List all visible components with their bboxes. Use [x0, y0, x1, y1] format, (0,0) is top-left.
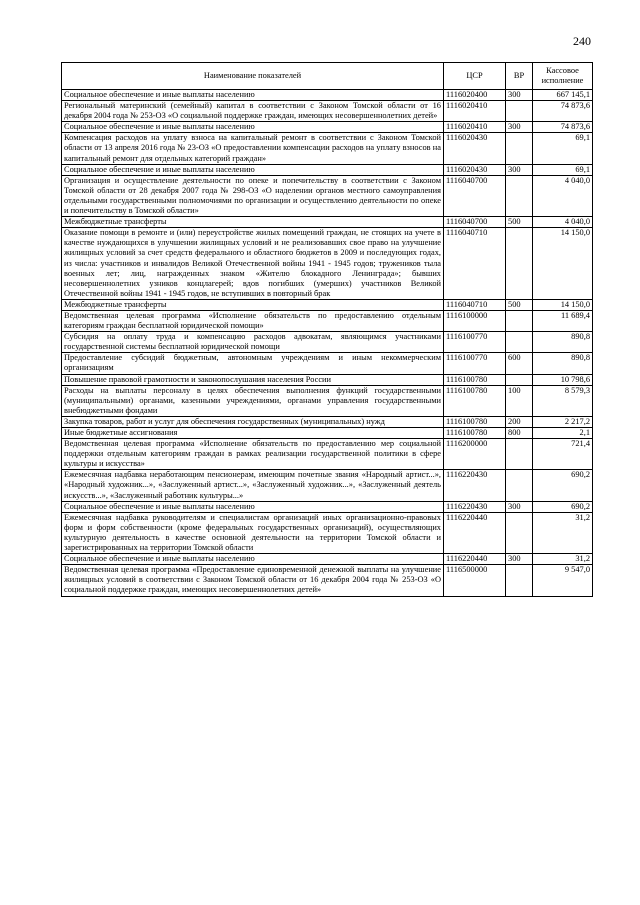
row-name: Ведомственная целевая программа «Исполнение обязательств по предоставлению отдельным категориям граждан бесплатной юридической помощи» [62, 310, 444, 331]
table-row [62, 428, 593, 439]
column-header-csr: ЦСР [444, 63, 506, 90]
row-sum: 890,8 [533, 332, 593, 353]
table-row [62, 501, 593, 512]
row-name: Иные бюджетные ассигнования [62, 428, 444, 439]
row-csr: 1116040700 [444, 175, 506, 216]
row-sum: 721,4 [533, 439, 593, 470]
row-vr [506, 310, 533, 331]
row-sum: 69,1 [533, 164, 593, 175]
row-csr: 1116220440 [444, 554, 506, 565]
row-csr: 1116020430 [444, 133, 506, 164]
table-row [62, 470, 593, 501]
row-csr: 1116100780 [444, 416, 506, 427]
row-vr: 800 [506, 428, 533, 439]
row-sum: 667 145,1 [533, 90, 593, 101]
row-vr [506, 374, 533, 385]
table-row [62, 332, 593, 353]
row-vr [506, 332, 533, 353]
table-row [62, 217, 593, 228]
row-name: Ведомственная целевая программа «Исполнение обязательств по предоставлению мер социальной поддержки отдельным категориям граждан в рамках реализации государственной политики в сфере культуры и искусства» [62, 439, 444, 470]
table-row [62, 512, 593, 553]
row-sum: 690,2 [533, 470, 593, 501]
table-row [62, 416, 593, 427]
table-row [62, 310, 593, 331]
row-name: Социальное обеспечение и иные выплаты населению [62, 122, 444, 133]
row-name: Ведомственная целевая программа «Предоставление единовременной денежной выплаты на улучшение жилищных условий в соответствии с Законом Томской области от 16 декабря 2004 года № 253-ОЗ «О социальной поддержке граждан, имеющих несовершеннолетних детей» [62, 565, 444, 596]
row-csr: 1116020430 [444, 164, 506, 175]
row-name: Региональный материнский (семейный) капитал в соответствии с Законом Томской области от 16 декабря 2004 года № 253-ОЗ «О социальной поддержке граждан, имеющих несовершеннолетних детей» [62, 101, 444, 122]
row-sum: 11 689,4 [533, 310, 593, 331]
row-sum: 10 798,6 [533, 374, 593, 385]
row-csr: 1116220440 [444, 512, 506, 553]
row-sum: 9 547,0 [533, 565, 593, 596]
row-csr: 1116040710 [444, 299, 506, 310]
row-csr: 1116500000 [444, 565, 506, 596]
table-row [62, 175, 593, 216]
row-name: Организация и осуществление деятельности по опеке и попечительству в соответствии с Законом Томской области от 28 декабря 2007 года № 298-ОЗ «О наделении органов местного самоуправления отдельными государственными полномочиями по организации и осуществлению деятельности по опеке и попечительству в Томской области» [62, 175, 444, 216]
row-vr: 300 [506, 164, 533, 175]
row-name: Субсидия на оплату труда и компенсацию расходов адвокатам, являющимся участниками государственной системы бесплатной юридической помощи [62, 332, 444, 353]
table-row [62, 228, 593, 300]
row-sum: 31,2 [533, 512, 593, 553]
row-vr: 500 [506, 217, 533, 228]
budget-table [61, 62, 593, 597]
row-name: Расходы на выплаты персоналу в целях обеспечения выполнения функций государственными (муниципальными) органами, казенными учреждениями, органами управления государственными внебюджетными фондами [62, 385, 444, 416]
row-name: Ежемесячная надбавка руководителям и специалистам организаций иных организационно-правовых форм и форм собственности (кроме федеральных государственных организаций), осуществляющих культурную деятельность в качестве основной деятельности на территории Томской области и зарегистрированных на территории Томской области [62, 512, 444, 553]
row-vr: 200 [506, 416, 533, 427]
table-row [62, 90, 593, 101]
row-name: Социальное обеспечение и иные выплаты населению [62, 554, 444, 565]
row-csr: 1116100770 [444, 332, 506, 353]
row-name: Оказание помощи в ремонте и (или) переустройстве жилых помещений граждан, не стоящих на учете в качестве нуждающихся в улучшении жилищных условий и не реализовавших свое право на улучшение жилищных условий за счет средств федерального и областного бюджетов в 2009 и последующих годах, из числа: участников и инвалидов Великой Отечественной войны 1941 - 1945 годов; тружеников тыла военных лет; лиц, награжденных знаком «Жителю блокадного Ленинграда»; бывших несовершеннолетних узников концлагерей; вдов погибших (умерших) участников Великой Отечественной войны 1941 - 1945 годов, не вступивших в повторный брак [62, 228, 444, 300]
row-csr: 1116200000 [444, 439, 506, 470]
row-csr: 1116020410 [444, 122, 506, 133]
table-header-row [62, 63, 593, 90]
table-row [62, 164, 593, 175]
row-csr: 1116040700 [444, 217, 506, 228]
row-vr: 100 [506, 385, 533, 416]
column-header-vr: ВР [506, 63, 533, 90]
table-row [62, 565, 593, 596]
row-vr [506, 133, 533, 164]
column-header-name: Наименование показателей [62, 63, 444, 90]
row-sum: 74 873,6 [533, 101, 593, 122]
row-csr: 1116100780 [444, 374, 506, 385]
table-row [62, 554, 593, 565]
row-name: Компенсация расходов на уплату взноса на капитальный ремонт в соответствии с Законом Томской области от 13 апреля 2016 года № 23-ОЗ «О предоставлении компенсации расходов на уплату взносов на капитальный ремонт для отдельных категорий граждан» [62, 133, 444, 164]
row-name: Ежемесячная надбавка неработающим пенсионерам, имеющим почетные звания «Народный артист...», «Народный художник...», «Заслуженный артист...», «Заслуженный художник...», «Заслуженный деятель искусств...», «Заслуженный работник культуры...» [62, 470, 444, 501]
row-csr: 1116100000 [444, 310, 506, 331]
row-sum: 2 217,2 [533, 416, 593, 427]
row-vr: 600 [506, 353, 533, 374]
row-sum: 2,1 [533, 428, 593, 439]
table-row [62, 353, 593, 374]
row-name: Социальное обеспечение и иные выплаты населению [62, 90, 444, 101]
row-name: Предоставление субсидий бюджетным, автономным учреждениям и иным некоммерческим организациям [62, 353, 444, 374]
row-name: Социальное обеспечение и иные выплаты населению [62, 164, 444, 175]
row-csr: 1116100780 [444, 428, 506, 439]
row-name: Межбюджетные трансферты [62, 299, 444, 310]
page-number: 240 [573, 34, 591, 48]
row-csr: 1116220430 [444, 470, 506, 501]
table-row [62, 133, 593, 164]
row-csr: 1116220430 [444, 501, 506, 512]
table-row [62, 101, 593, 122]
row-sum: 4 040,0 [533, 175, 593, 216]
column-header-sum: Кассовое исполнение [533, 63, 593, 90]
row-vr [506, 228, 533, 300]
table-row [62, 122, 593, 133]
table-row [62, 299, 593, 310]
row-vr: 300 [506, 501, 533, 512]
row-vr [506, 470, 533, 501]
row-vr [506, 175, 533, 216]
row-csr: 1116100780 [444, 385, 506, 416]
row-vr [506, 512, 533, 553]
row-name: Закупка товаров, работ и услуг для обеспечения государственных (муниципальных) нужд [62, 416, 444, 427]
row-csr: 1116040710 [444, 228, 506, 300]
row-vr: 500 [506, 299, 533, 310]
row-sum: 8 579,3 [533, 385, 593, 416]
row-vr [506, 101, 533, 122]
row-sum: 14 150,0 [533, 299, 593, 310]
row-sum: 31,2 [533, 554, 593, 565]
row-sum: 74 873,6 [533, 122, 593, 133]
row-sum: 14 150,0 [533, 228, 593, 300]
row-sum: 690,2 [533, 501, 593, 512]
row-name: Межбюджетные трансферты [62, 217, 444, 228]
row-name: Повышение правовой грамотности и законопослушания населения России [62, 374, 444, 385]
row-vr [506, 565, 533, 596]
row-vr: 300 [506, 122, 533, 133]
row-sum: 69,1 [533, 133, 593, 164]
row-csr: 1116100770 [444, 353, 506, 374]
row-vr: 300 [506, 554, 533, 565]
table-row [62, 385, 593, 416]
row-vr [506, 439, 533, 470]
row-sum: 4 040,0 [533, 217, 593, 228]
row-name: Социальное обеспечение и иные выплаты населению [62, 501, 444, 512]
row-vr: 300 [506, 90, 533, 101]
table-row [62, 439, 593, 470]
row-sum: 890,8 [533, 353, 593, 374]
table-row [62, 374, 593, 385]
row-csr: 1116020400 [444, 90, 506, 101]
row-csr: 1116020410 [444, 101, 506, 122]
